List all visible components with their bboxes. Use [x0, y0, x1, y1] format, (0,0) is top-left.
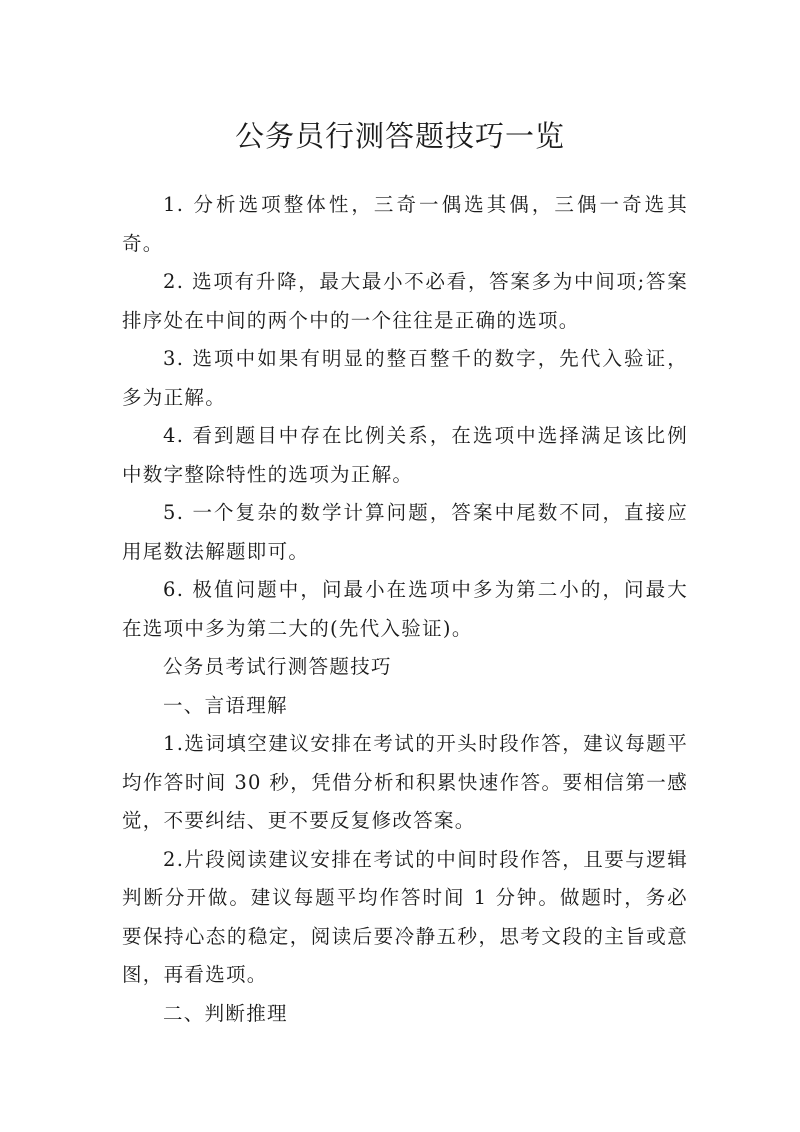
section-heading-exam-tips: 公务员考试行测答题技巧	[163, 655, 392, 678]
document-title: 公务员行测答题技巧一览	[234, 119, 565, 154]
paragraph-tip-1: 1. 分析选项整体性，三奇一偶选其偶，三偶一奇选其奇。	[122, 193, 688, 255]
paragraph-verbal-2: 2.片段阅读建议安排在考试的中间时段作答，且要与逻辑判断分开做。建议每题平均作答时间 1 分钟。做题时，务必要保持心态的稳定，阅读后要冷静五秒，思考文段的主旨或意图，再看选项。	[122, 847, 688, 986]
section-heading-reasoning: 二、判断推理	[163, 1001, 288, 1025]
paragraph-tip-2: 2. 选项有升降，最大最小不必看，答案多为中间项;答案排序处在中间的两个中的一个往往是正确的选项。	[122, 270, 688, 332]
document-body	[122, 186, 688, 1033]
paragraph-verbal-1: 1.选词填空建议安排在考试的开头时段作答，建议每题平均作答时间 30 秒，凭借分析和积累快速作答。要相信第一感觉，不要纠结、更不要反复修改答案。	[122, 732, 688, 832]
paragraph-tip-6: 6. 极值问题中，问最小在选项中多为第二小的，问最大在选项中多为第二大的(先代入验证)。	[122, 578, 688, 640]
paragraph-tip-5: 5. 一个复杂的数学计算问题，答案中尾数不同，直接应用尾数法解题即可。	[122, 501, 688, 563]
paragraph-tip-4: 4. 看到题目中存在比例关系，在选项中选择满足该比例中数字整除特性的选项为正解。	[122, 424, 688, 486]
paragraph-tip-3: 3. 选项中如果有明显的整百整千的数字，先代入验证，多为正解。	[122, 347, 688, 409]
section-heading-verbal: 一、言语理解	[163, 693, 288, 717]
